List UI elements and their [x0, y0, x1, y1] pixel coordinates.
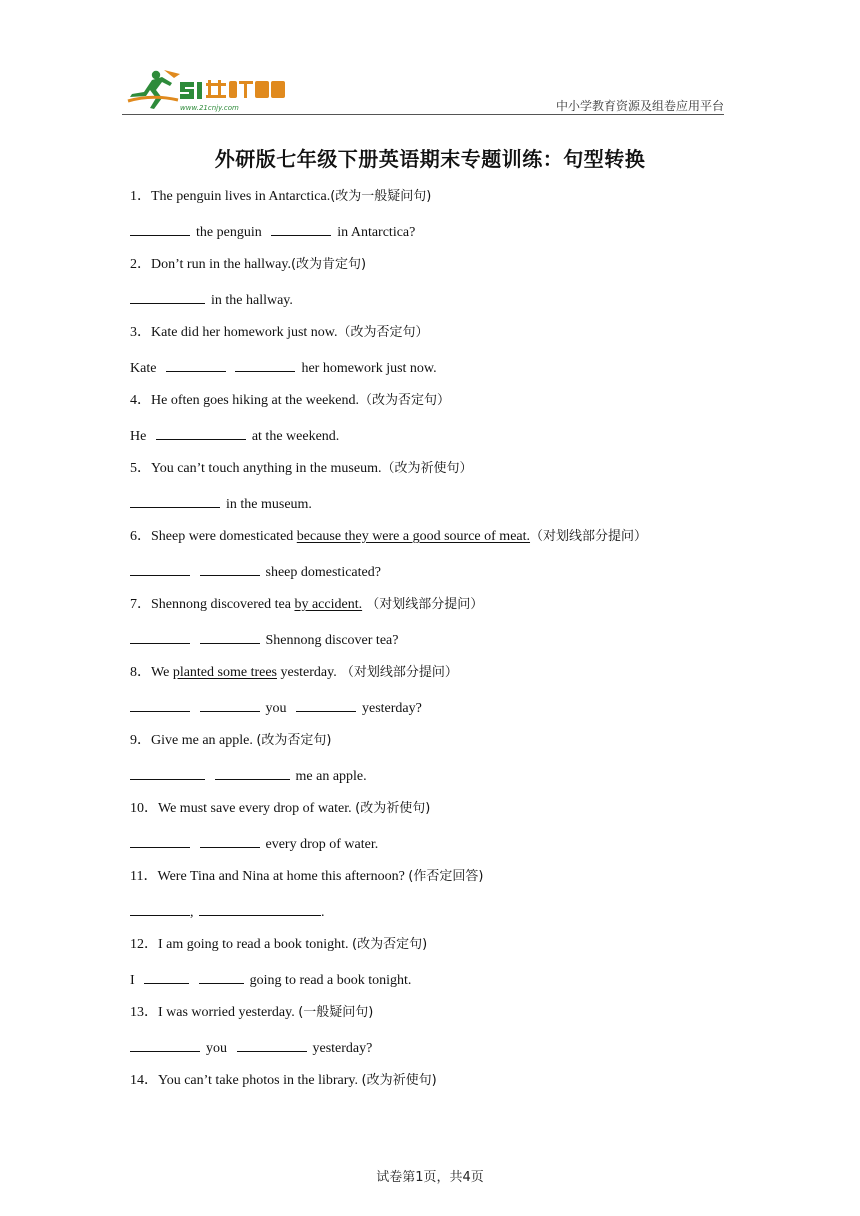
answer-8: you yesterday?: [130, 697, 730, 731]
answer-blank[interactable]: [199, 969, 244, 984]
question-11: 11．Were Tina and Nina at home this afternoon? (作否定回答): [130, 869, 484, 884]
answer-5: in the museum.: [130, 493, 730, 527]
answer-blank[interactable]: [130, 697, 190, 712]
answer-blank[interactable]: [130, 765, 205, 780]
answer-blank[interactable]: [237, 1037, 307, 1052]
underlined-part: planted some trees: [172, 665, 277, 680]
answer-blank[interactable]: [200, 629, 260, 644]
answer-7: Shennong discover tea?: [130, 629, 730, 663]
answer-blank[interactable]: [130, 561, 190, 576]
answer-2: in the hallway.: [130, 289, 730, 323]
question-1: 1．The penguin lives in Antarctica.(改为一般疑问句): [130, 189, 432, 204]
question-12: 12．I am going to read a book tonight. (改为否定句): [130, 937, 428, 952]
question-2: 2．Don’t run in the hallway.(改为肯定句): [130, 257, 367, 272]
answer-blank[interactable]: [130, 901, 190, 916]
answer-blank[interactable]: [130, 1037, 200, 1052]
runner-logo-icon: [122, 68, 297, 114]
answer-blank[interactable]: [166, 357, 226, 372]
question-5: 5．You can’t touch anything in the museum.（改为祈使句）: [130, 461, 473, 476]
logo: [122, 68, 297, 114]
page-header: [122, 68, 724, 114]
question-13: 13．I was worried yesterday. (一般疑问句): [130, 1005, 374, 1020]
svg-text:www.21cnjy.com: www.21cnjy.com: [180, 104, 239, 112]
answer-blank[interactable]: [235, 357, 295, 372]
answer-blank[interactable]: [296, 697, 356, 712]
answer-blank[interactable]: [271, 221, 331, 236]
question-3: 3．Kate did her homework just now.（改为否定句）: [130, 325, 429, 340]
answer-blank[interactable]: [199, 901, 321, 916]
answer-10: every drop of water.: [130, 833, 730, 867]
question-8: 8．We planted some trees yesterday. （对划线部分提问）: [130, 665, 458, 680]
question-4: 4．He often goes hiking at the weekend.（改为否定句）: [130, 393, 451, 408]
answer-4: He at the weekend.: [130, 425, 730, 459]
answer-blank[interactable]: [130, 289, 205, 304]
answer-blank[interactable]: [200, 561, 260, 576]
underlined-part: by accident.: [294, 597, 363, 612]
answer-12: I going to read a book tonight.: [130, 969, 730, 1003]
answer-blank[interactable]: [130, 629, 190, 644]
answer-13: you yesterday?: [130, 1037, 730, 1071]
answer-blank[interactable]: [130, 833, 190, 848]
answer-blank[interactable]: [200, 833, 260, 848]
answer-3: Kate her homework just now.: [130, 357, 730, 391]
platform-name: 中小学教育资源及组卷应用平台: [555, 99, 724, 113]
question-7: 7．Shennong discovered tea by accident. （对划线部分提问）: [130, 597, 484, 612]
answer-6: sheep domesticated?: [130, 561, 730, 595]
answer-blank[interactable]: [130, 493, 220, 508]
question-14: 14．You can’t take photos in the library. (改为祈使句): [130, 1073, 437, 1088]
answer-blank[interactable]: [144, 969, 189, 984]
question-9: 9．Give me an apple. (改为否定句): [130, 733, 332, 748]
underlined-part: because they were a good source of meat.: [296, 529, 531, 544]
answer-blank[interactable]: [215, 765, 290, 780]
answer-blank[interactable]: [130, 221, 190, 236]
answer-11: , .: [130, 901, 730, 935]
answer-9: me an apple.: [130, 765, 730, 799]
answer-blank[interactable]: [156, 425, 246, 440]
question-list: [130, 187, 730, 1105]
answer-blank[interactable]: [200, 697, 260, 712]
page-footer: 试卷第1页，共4页: [376, 1170, 484, 1185]
question-6: 6．Sheep were domesticated because they were a good source of meat.（对划线部分提问）: [130, 529, 648, 544]
question-10: 10．We must save every drop of water. (改为祈使句): [130, 801, 431, 816]
header-divider: [122, 114, 724, 115]
page-title: 外研版七年级下册英语期末专题训练：句型转换: [214, 147, 646, 171]
answer-1: the penguin in Antarctica?: [130, 221, 730, 255]
